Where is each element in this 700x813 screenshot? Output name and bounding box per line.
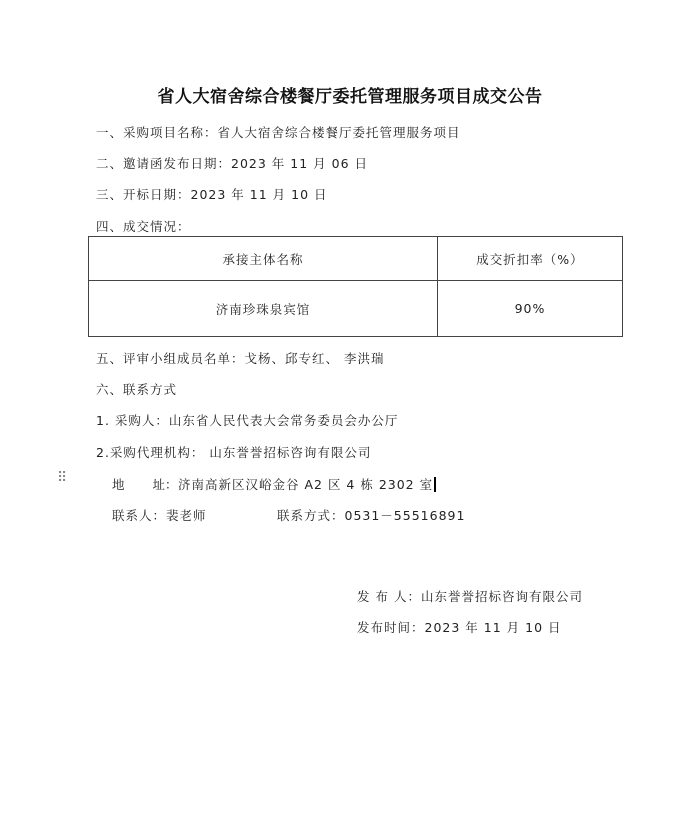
invitation-date-line: 二、邀请函发布日期：2023 年 11 月 06 日 <box>96 156 368 171</box>
result-table <box>88 236 623 337</box>
address-line[interactable] <box>112 475 436 493</box>
address-value: 济南高新区汉峪金谷 A2 区 4 栋 2302 室 <box>178 477 434 492</box>
publisher-line <box>357 587 583 605</box>
table-cell-discount: 90% <box>438 281 623 337</box>
address-label <box>112 475 178 493</box>
table-cell-winner: 济南珍珠泉宾馆 <box>89 281 438 337</box>
opening-date-line: 三、开标日期：2023 年 11 月 10 日 <box>96 187 328 202</box>
publisher-value: 山东誉誉招标咨询有限公司 <box>420 589 583 604</box>
contact-person-line: 联系人：裴老师 <box>112 508 207 523</box>
contact-heading: 六、联系方式 <box>96 382 178 397</box>
result-heading: 四、成交情况： <box>96 219 191 234</box>
table-header-cell: 成交折扣率（%） <box>438 237 623 281</box>
purchaser-line: 1. 采购人：山东省人民代表大会常务委员会办公厅 <box>96 413 399 428</box>
table-row <box>89 281 623 337</box>
document-title: 省人大宿舍综合楼餐厅委托管理服务项目成交公告 <box>157 87 543 107</box>
project-name-line: 一、采购项目名称：省人大宿舍综合楼餐厅委托管理服务项目 <box>96 125 461 140</box>
contact-phone-line: 联系方式：0531－55516891 <box>277 508 466 523</box>
publish-time-line: 发布时间：2023 年 11 月 10 日 <box>357 620 562 635</box>
address-label-part: 地 <box>112 477 125 492</box>
table-header-row <box>89 237 623 281</box>
address-label-part: 址： <box>152 477 178 492</box>
table-header-cell: 承接主体名称 <box>89 237 438 281</box>
publisher-label: 发 布 人： <box>357 589 421 604</box>
committee-line: 五、评审小组成员名单：戈杨、邱专红、 李洪瑞 <box>96 351 385 366</box>
drag-handle-icon[interactable]: ⠿ <box>57 470 67 486</box>
text-cursor <box>434 477 436 492</box>
agency-line: 2.采购代理机构： 山东誉誉招标咨询有限公司 <box>96 445 372 460</box>
